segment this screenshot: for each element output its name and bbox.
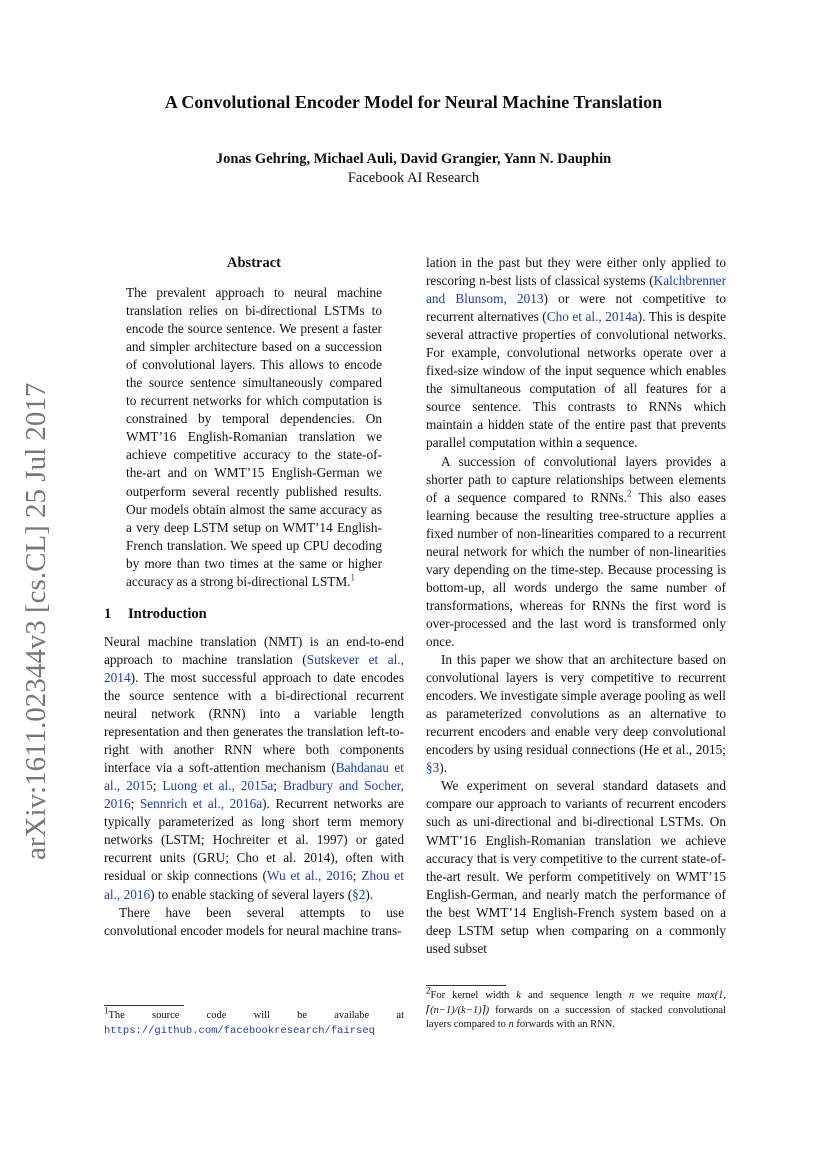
right-paragraph-1: lation in the past but they were either only applied to rescoring n-best lists of classical systems (Kalchbrenner and Blunsom, 2013) or were not competitive to recurrent alternatives (Cho et al., 2014a). This is despite several attractive properties of convolutional networks. For example, convolutional networks operate over a fixed-size window of the input sequence which enables the simultaneous computation of all features for a source sentence. This contrasts to RNNs which maintain a hidden state of the entire past that prevents parallel computation within a sequence. — [426, 255, 726, 451]
citation-link[interactable]: Cho et al., 2014a — [546, 309, 638, 325]
section-title: Introduction — [128, 605, 207, 622]
section-ref-link[interactable]: §2 — [352, 886, 366, 902]
section-ref-link[interactable]: §3 — [426, 760, 440, 776]
affiliation: Facebook AI Research — [347, 170, 480, 186]
citation-link[interactable]: Kalchbrenner and Blunsom, 2013 — [426, 273, 726, 307]
citation-link[interactable]: Bahdanau et al., 2015 — [104, 760, 404, 794]
footnote-1: $^1$The source code will be availabe at https://github.com/facebookresearch/fairseq — [104, 1005, 404, 1037]
citation-link[interactable]: Zhou et al., 2016 — [104, 868, 404, 902]
author-names: Jonas Gehring, Michael Auli, David Grangier, Yann N. Dauphin — [215, 151, 612, 167]
footnote-2: $^2$For kernel width k and sequence length n we require max(1, ⌈(n−1)/(k−1)⌉) forwards on a succession of stacked convolutional layers compared to n forwards with an RNN. — [426, 985, 726, 1030]
citation-link[interactable]: Sennrich et al., 2016a — [139, 796, 263, 812]
paper-title: A Convolutional Encoder Model for Neural Machine Translation — [164, 92, 663, 112]
footnote-rule — [104, 1005, 184, 1006]
abstract-body — [126, 284, 382, 591]
right-paragraph-3: In this paper we show that an architecture based on convolutional layers is very competitive to recurrent encoders. We investigate simple average pooling as well as parameterized convolutions as an alternative to recurrent encoders and enable very deep convolutional encoders by using residual connections (He et al., 2015; §3). — [426, 652, 726, 776]
abstract-heading: Abstract — [227, 255, 281, 271]
author-block — [0, 150, 827, 188]
footnote-mark: 1 — [104, 1005, 109, 1016]
citation-link[interactable]: Wu et al., 2016 — [266, 868, 353, 884]
footnote-formula: max(1, ⌈(n−1)/(k−1)⌉) — [426, 990, 726, 1016]
footnote-2-ref[interactable]: 2 — [627, 488, 632, 499]
footnote-mark: 2 — [426, 985, 431, 996]
abstract-text: The prevalent approach to neural machine translation relies on bi-directional LSTMs to encode the source sentence. We present a faster and simpler architecture based on a succession of convolutional layers. This allows to encode the source sentence simultaneously compared to recurrent networks for which computation is constrained by temporal dependencies. On WMT’16 English-Romanian translation we achieve competitive accuracy to the state-of-the-art and on WMT’15 English-German we outperform several recently published results. Our models obtain almost the same accuracy as a very deep LSTM setup on WMT’14 English-French translation. We speed up CPU decoding by more than two times at the same or higher accuracy as a strong bi-directional LSTM. — [126, 285, 382, 589]
citation-link[interactable]: Sutskever et al., 2014 — [104, 651, 404, 685]
section-number: 1 — [104, 605, 112, 622]
intro-paragraph-2: There have been several attempts to use convolutional encoder models for neural machine trans- — [104, 904, 404, 938]
footnote-rule — [426, 985, 506, 986]
intro-paragraph-1: Neural machine translation (NMT) is an end-to-end approach to machine translation (Sutskever et al., 2014). The most successful approach to date encodes the source sentence with a bi-directional recurrent neural network (RNN) into a variable length representation and then generates the translation left-to-right with another RNN where both components interface via a soft-attention mechanism (Bahdanau et al., 2015; Luong et al., 2015a; Bradbury and Socher, 2016; Sennrich et al., 2016a). Recurrent networks are typically parameterized as long short term memory networks (LSTM; Hochreiter et al. 1997) or gated recurrent units (GRU; Cho et al. 2014), often with residual or skip connections (Wu et al., 2016; Zhou et al., 2016) to enable stacking of several layers (§2). — [104, 633, 404, 902]
source-code-link[interactable]: https://github.com/facebookresearch/fairseq — [104, 1024, 375, 1037]
footnote-1-ref[interactable]: 1 — [350, 572, 355, 583]
left-column — [104, 254, 404, 940]
right-column — [426, 254, 726, 958]
citation-link[interactable]: Bradbury and Socher, 2016 — [104, 778, 404, 812]
right-paragraph-2: A succession of convolutional layers provides a shorter path to capture relationships between elements of a sequence compared to RNNs.$^2$ This also eases learning because the resulting tree-structure applies a fixed number of non-linearities compared to a recurrent neural network for which the number of non-linearities vary depending on the time-step. Because processing is bottom-up, all words undergo the same number of transformations, whereas for RNNs the first word is over-processed and the last word is transformed only once. — [426, 453, 726, 649]
section-1-heading — [104, 605, 404, 623]
arxiv-side-label: arXiv:1611.02344v3 [cs.CL] 25 Jul 2017 — [20, 382, 52, 860]
right-paragraph-4: We experiment on several standard datasets and compare our approach to variants of recurrent encoders such as uni-directional and bi-directional LSTMs. On WMT’16 English-Romanian translation we achieve accuracy that is very competitive to the current state-of-the-art result. We perform competitively on WMT’15 English-German, and nearly match the performance of the best WMT’14 English-French system based on a deep LSTM setup when comparing on a commonly used subset — [426, 778, 726, 956]
citation-link[interactable]: Luong et al., 2015a — [162, 778, 274, 794]
